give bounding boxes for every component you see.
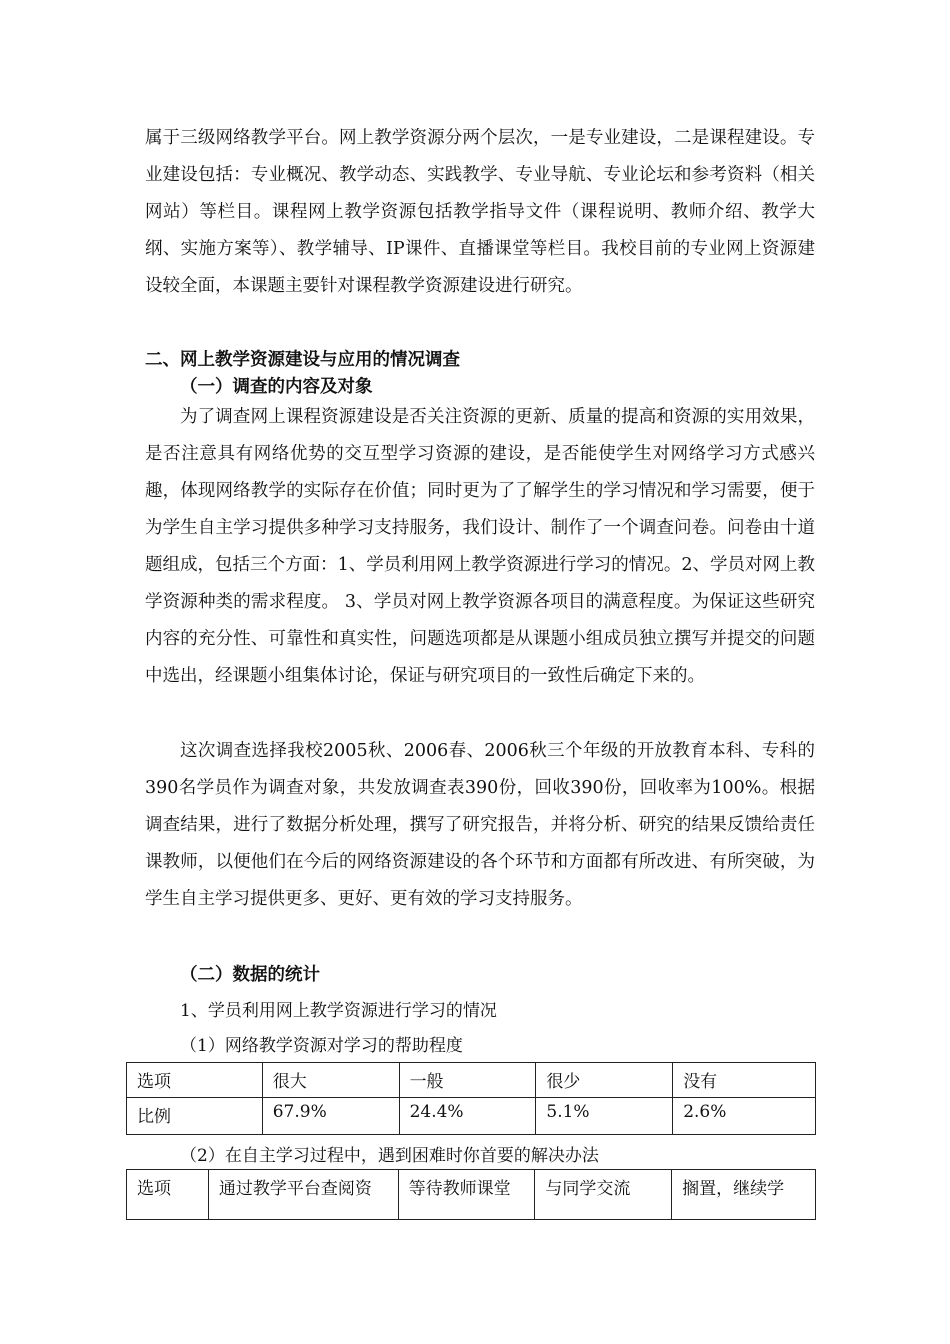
table-cell: 搁置，继续学 [672,1170,816,1220]
table-cell: 很大 [262,1063,399,1098]
solution-table [126,1169,816,1220]
table-cell: 5.1% [536,1098,673,1135]
table-cell: 选项 [127,1170,209,1220]
table-row [127,1098,816,1135]
table-row [127,1063,816,1098]
survey-object-paragraph: 这次调查选择我校2005秋、2006春、2006秋三个年级的开放教育本科、专科的390名学员作为调查对象，共发放调查表390份，回收390份，回收率为100%。根据调查结果，进行了数据分析处理，撰写了研究报告，并将分析、研究的结果反馈给责任课教师，以便他们在今后的网络资源建设的各个环节和方面都有所改进、有所突破，为学生自主学习提供更多、更好、更有效的学习支持服务。 [145,741,815,909]
table-cell: 选项 [127,1063,263,1098]
table-row [127,1170,816,1220]
table-cell: 等待教师课堂 [398,1170,535,1220]
table-cell: 2.6% [673,1098,816,1135]
table-cell: 24.4% [399,1098,536,1135]
table-cell: 一般 [399,1063,536,1098]
question-2-title: （2）在自主学习过程中，遇到困难时你首要的解决办法 [180,1146,599,1166]
intro-paragraph: 属于三级网络教学平台。网上教学资源分两个层次，一是专业建设，二是课程建设。专业建设包括：专业概况、教学动态、实践教学、专业导航、专业论坛和参考资料（相关网站）等栏目。课程网上教学资源包括教学指导文件（课程说明、教师介绍、教学大纲、实施方案等）、教学辅导、IP课件、直播课堂等栏目。我校目前的专业网上资源建设较全面，本课题主要针对课程教学资源建设进行研究。 [145,128,815,296]
table-cell: 与同学交流 [535,1170,672,1220]
table-cell: 很少 [536,1063,673,1098]
table-cell: 比例 [127,1098,263,1135]
survey-content-paragraph: 为了调查网上课程资源建设是否关注资源的更新、质量的提高和资源的实用效果，是否注意具有网络优势的交互型学习资源的建设，是否能使学生对网络学习方式感兴趣，体现网络教学的实际存在价值；同时更为了了解学生的学习情况和学习需要，便于为学生自主学习提供多种学习支持服务，我们设计、制作了一个调查问卷。问卷由十道题组成，包括三个方面：1、学员利用网上教学资源进行学习的情况。2、学员对网上教学资源种类的需求程度。 3、学员对网上教学资源各项目的满意程度。为保证这些研究内容的充分性、可靠性和真实性，问题选项都是从课题小组成员独立撰写并提交的问题中选出，经课题小组集体讨论，保证与研究项目的一致性后确定下来的。 [145,407,815,686]
stat-subheading: 1、学员利用网上教学资源进行学习的情况 [180,1001,497,1021]
table-cell: 通过教学平台查阅资 [208,1170,398,1220]
table-cell: 没有 [673,1063,816,1098]
help-degree-table [126,1062,816,1135]
table-cell: 67.9% [262,1098,399,1135]
section-heading-2: 二、网上教学资源建设与应用的情况调查 [145,350,460,370]
subsection-heading-2: （二）数据的统计 [180,965,320,985]
subsection-heading-1: （一）调查的内容及对象 [180,377,373,397]
question-1-title: （1）网络教学资源对学习的帮助程度 [180,1036,463,1056]
